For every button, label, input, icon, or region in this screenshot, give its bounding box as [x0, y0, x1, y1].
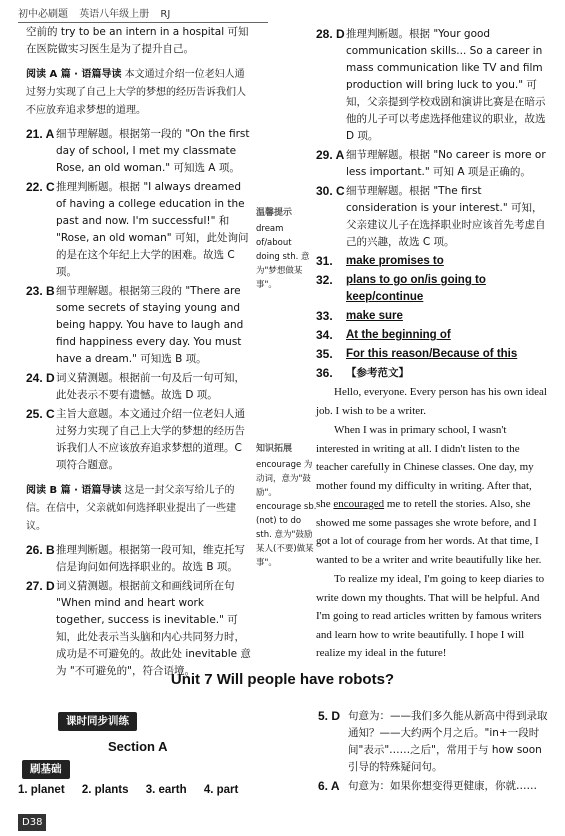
- page-number: D38: [18, 814, 46, 831]
- essay-label: 【参考范文】: [346, 367, 409, 379]
- answer-number: 27. D: [26, 579, 55, 593]
- answer-item: [26, 283, 252, 368]
- answer-text: make sure: [346, 310, 403, 322]
- passage-guide-a: [26, 66, 252, 120]
- vocab-answers: [18, 782, 252, 799]
- answer-text: 推理判断题。根据 "I always dreamed of having a college education in the past and now. I'm successful!" 和 "Rose, an old woman" 可知，此处询问的是在这个年纪上大学的困难。故选 C 项。: [56, 181, 249, 278]
- fill-answer: [316, 253, 548, 270]
- answer-text: 推理判断题。根据 "Your good communication skills... So a career in mass communication like TV and film production will bring luck to you." 可知，父亲提到学校戏剧和演讲比赛是在暗示他的儿子可以考虑选择他建议的职业，故选 D 项。: [346, 28, 546, 142]
- fill-answer: [316, 308, 548, 325]
- essay-paragraph: To realize my ideal, I'm going to keep diaries to write down my thoughts. That will be helpful. And I'm going to read articles written by famous writers and learn how to write beautifully. I hope I will realize my ideal in the future!: [316, 573, 545, 659]
- vocab-item: 1. planet: [18, 784, 65, 796]
- answer-text: 细节理解题。根据 "The first consideration is your interest." 可知，父亲建议儿子在选择职业时应该首先考虑自己的兴趣，故选 C 项。: [346, 185, 546, 248]
- answer-number: 5. D: [318, 709, 341, 723]
- answer-text: 推理判断题。根据第一段可知，维克托写信是询问如何选择职业的。故选 B 项。: [56, 544, 245, 573]
- answer-number: 6. A: [318, 779, 340, 793]
- fill-answer: [316, 346, 548, 363]
- unit-title: Unit 7 Will people have robots?: [170, 671, 395, 688]
- answer-text: At the beginning of: [346, 329, 451, 341]
- fill-answer: [316, 327, 548, 344]
- answer-number: 33.: [316, 309, 333, 323]
- answer-text: 句意为：如果你想变得更健康，你就……: [348, 780, 537, 792]
- vocab-item: 2. plants: [81, 784, 129, 796]
- guide-b-text: 这是一封父亲写给儿子的信。在信中，父亲就如何选择职业提出了一些建议。: [26, 485, 236, 532]
- answer-item: [26, 542, 252, 576]
- answer-number: 26. B: [26, 543, 55, 557]
- running-header: [18, 6, 178, 23]
- answer-number: 35.: [316, 347, 333, 361]
- section-title: Section A: [108, 739, 168, 754]
- answer-item: [318, 708, 550, 776]
- answer-number: 30. C: [316, 184, 345, 198]
- answer-text: 词义猜测题。根据前文和画线词所在句 "When mind and heart work together, success is inevitable." 可知，此处表示当头脑和内心共同努力时，成功是不可避免的。故此处 inevitable 意为 "不可避免的"，符合语境。: [56, 580, 251, 677]
- answer-list-b: [26, 542, 252, 680]
- answer-number: 29. A: [316, 148, 345, 162]
- edition: RJ: [160, 9, 171, 20]
- answer-number: 34.: [316, 328, 333, 342]
- answer-item: [26, 126, 252, 177]
- subject-name: 英语八年级上册: [79, 9, 150, 20]
- tip-text: dream of/about doing sth. 意为"梦想做某事"。: [256, 224, 310, 290]
- answer-text: 细节理解题。根据第三段的 "There are some secrets of staying young and being happy. You have to laugh and find happiness every day. You must have a dream." 可知选 B 项。: [56, 285, 244, 365]
- answer-list-a: [26, 126, 252, 474]
- intro-text: 空前的 try to be an intern in a hospital 可知在医院做实习医生是为了提升自己。: [26, 26, 249, 55]
- answer-text: For this reason/Because of this: [346, 348, 518, 360]
- guide-a-text: 本文通过介绍一位老妇人通过努力实现了自己上大学的梦想的经历告诉我们人不应放弃追求梦想的道理。: [26, 69, 246, 116]
- answer-text: 主旨大意题。本文通过介绍一位老妇人通过努力实现了自己上大学的梦想的经历告诉我们人不应该放弃追求梦想的道理。C 项符合题意。: [56, 408, 245, 471]
- sync-training-tag: 课时同步训练: [58, 712, 137, 731]
- answer-number: 28. D: [316, 27, 345, 41]
- answer-text: make promises to: [346, 255, 444, 267]
- answer-number: 36.: [316, 366, 333, 380]
- essay-text: me to retell the stories. Also, she showed me some passages she wrote before, and I got a lot of courage from her words. At that time, I wanted to be a writer and write beautifully like her.: [316, 498, 542, 566]
- bottom-right-answers: [318, 706, 550, 795]
- essay-paragraph: [316, 421, 548, 569]
- right-column: [316, 24, 548, 663]
- answer-number: 21. A: [26, 127, 55, 141]
- essay-text: When I was in primary school, I wasn't interested in writing at all. I didn't listen to the teacher carefully in Chinese classes. One day, my mother found my difficulty in writing. After that, she: [316, 424, 534, 510]
- answer-text: 词义猜测题。根据前一句及后一句可知，此处表示不要有遗憾。故选 D 项。: [56, 372, 245, 401]
- tip-title: 温馨提示: [256, 208, 293, 218]
- answer-number: 22. C: [26, 180, 55, 194]
- passage-guide-b: [26, 482, 252, 536]
- knowledge-text: encourage 为动词，意为"鼓励"。encourage sb. (not) to do sth. 意为"鼓励某人(不要)做某事"。: [256, 460, 317, 568]
- answer-item: [316, 26, 548, 145]
- answer-item: [318, 778, 550, 795]
- book-name: 初中必刷题: [18, 9, 68, 20]
- header-rule: [18, 22, 268, 23]
- answer-number: 31.: [316, 254, 333, 268]
- guide-b-label: 阅读 B 篇 · 语篇导读: [26, 485, 122, 496]
- answer-number: 25. C: [26, 407, 55, 421]
- vocab-item: 3. earth: [145, 784, 187, 796]
- guide-a-label: 阅读 A 篇 · 语篇导读: [26, 69, 122, 80]
- essay-heading: [316, 365, 548, 382]
- answer-item: [26, 578, 252, 680]
- essay-paragraph: Hello, everyone. Every person has his own ideal job. I wish to be a writer.: [316, 386, 547, 417]
- fill-answer: [316, 272, 548, 306]
- answer-item: [316, 147, 548, 181]
- answer-text: 细节理解题。根据第一段的 "On the first day of school, I met my classmate Rose, an old woman." 可知选 A 项。: [56, 128, 250, 174]
- knowledge-title: 知识拓展: [256, 444, 293, 454]
- answer-item: [26, 406, 252, 474]
- margin-notes: [256, 200, 318, 570]
- vocab-item: 4. part: [203, 784, 239, 796]
- answer-text: 句意为：——我们多久能从新高中得到录取通知？——大约两个月之后。"in+一段时间"表示"……之后"，常用于与 how soon 引导的特殊疑问句。: [348, 710, 548, 773]
- answer-item: [26, 179, 252, 281]
- answer-text: plans to go on/is going to keep/continue: [346, 274, 486, 303]
- answer-number: 23. B: [26, 284, 55, 298]
- answer-number: 24. D: [26, 371, 55, 385]
- answer-item: [316, 183, 548, 251]
- answer-item: [26, 370, 252, 404]
- underlined-word: encouraged: [333, 498, 385, 510]
- basic-tag: 刷基础: [22, 760, 70, 779]
- left-column: [26, 24, 252, 680]
- answer-text: 细节理解题。根据 "No career is more or less important." 可知 A 项是正确的。: [346, 149, 546, 178]
- answer-number: 32.: [316, 273, 333, 287]
